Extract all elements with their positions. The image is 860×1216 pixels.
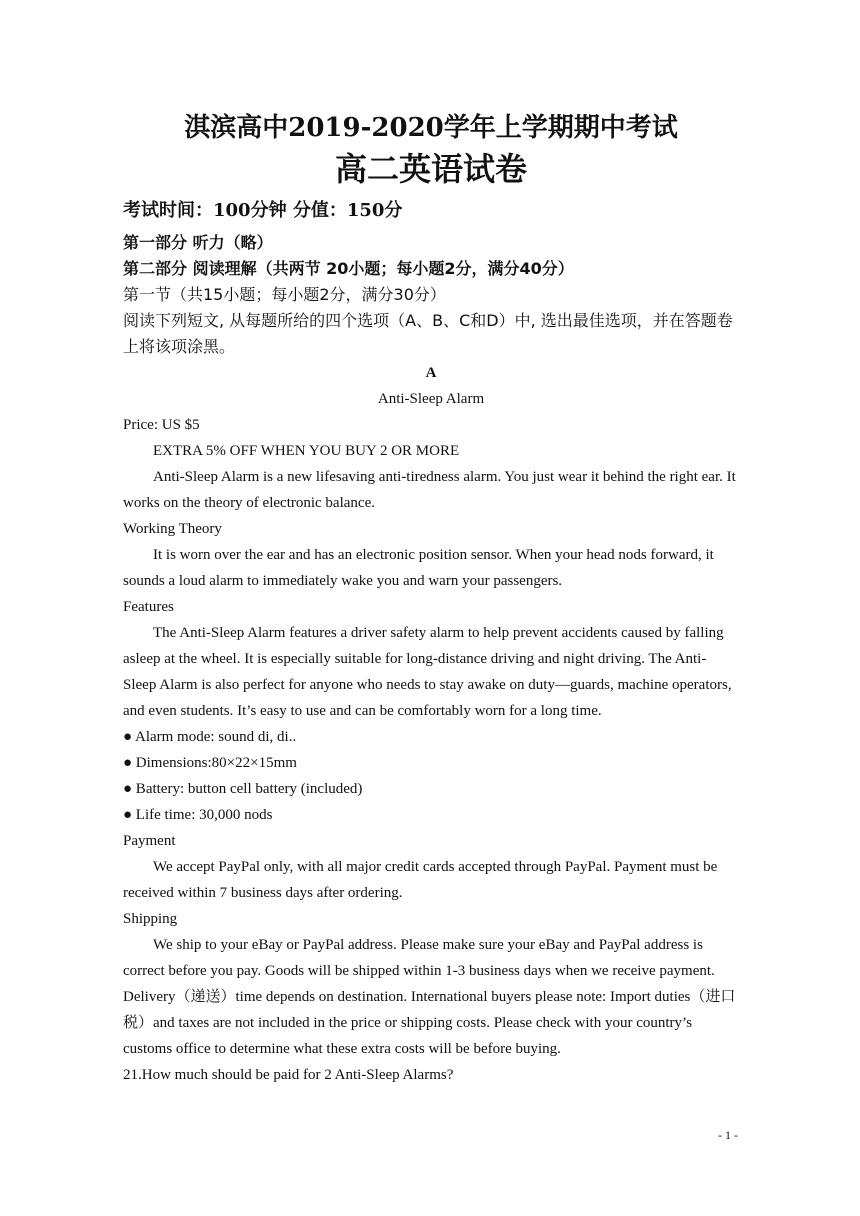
intro-paragraph: Anti-Sleep Alarm is a new lifesaving anti-tiredness alarm. You just wear it behind the right ear. It works on the theory of electronic balance. [123,469,736,511]
extra-discount: EXTRA 5% OFF WHEN YOU BUY 2 OR MORE [153,443,460,459]
features-heading: Features [123,599,174,615]
page-content [123,110,739,1088]
shipping-paragraph: We ship to your eBay or PayPal address. Please make sure your eBay and PayPal address is correct before you pay. Goods will be shipped within 1-3 business days when we receive payment. Delivery（递送）time depends on destination. International buyers please note: Import duties（进口税）and taxes are not included in the price or shipping costs. Please check with your country’s customs office to determine what these extra costs will be before buying. [123,937,736,1057]
shipping-heading: Shipping [123,911,178,927]
features-paragraph: The Anti-Sleep Alarm features a driver safety alarm to help prevent accidents caused by falling asleep at the wheel. It is especially suitable for long-distance driving and night driving. The Anti-Sleep Alarm is also perfect for anyone who needs to stay awake on duty—guards, machine operators, and even students. It’s easy to use and can be comfortably worn for a long time. [123,625,732,719]
school-exam-title: 淇滨高中2019-2020学年上学期期中考试 [184,113,678,143]
section1-heading: 第一节（共15小题；每小题2分，满分30分） [123,285,446,304]
part1-heading: 第一部分 听力（略） [123,233,273,252]
bullet-item: ● Dimensions:80×22×15mm [123,755,297,771]
working-theory-heading: Working Theory [123,521,222,537]
bullet-item: ● Life time: 30,000 nods [123,807,273,823]
bullet-item: ● Battery: button cell battery (included) [123,781,363,797]
payment-paragraph: We accept PayPal only, with all major credit cards accepted through PayPal. Payment must be received within 7 business days after ordering. [123,859,718,901]
part2-heading: 第二部分 阅读理解（共两节 20小题；每小题2分，满分40分） [123,259,574,278]
instructions: 阅读下列短文, 从每题所给的四个选项（A、B、C和D）中, 选出最佳选项，并在答题卷上将该项涂黑。 [123,311,733,356]
page-number: - 1 - [718,1128,738,1142]
question-21: 21.How much should be paid for 2 Anti-Sleep Alarms? [123,1067,454,1083]
exam-info: 考试时间：100分钟 分值：150分 [123,200,403,221]
payment-heading: Payment [123,833,176,849]
subject-title: 高二英语试卷 [334,150,527,188]
passage-title: Anti-Sleep Alarm [377,391,485,407]
price-line: Price: US $5 [123,417,200,433]
bullet-item: ● Alarm mode: sound di, di.. [123,729,297,745]
passage-label: A [425,365,437,381]
working-theory-paragraph: It is worn over the ear and has an electronic position sensor. When your head nods forward, it sounds a loud alarm to immediately wake you and warn your passengers. [123,547,714,589]
